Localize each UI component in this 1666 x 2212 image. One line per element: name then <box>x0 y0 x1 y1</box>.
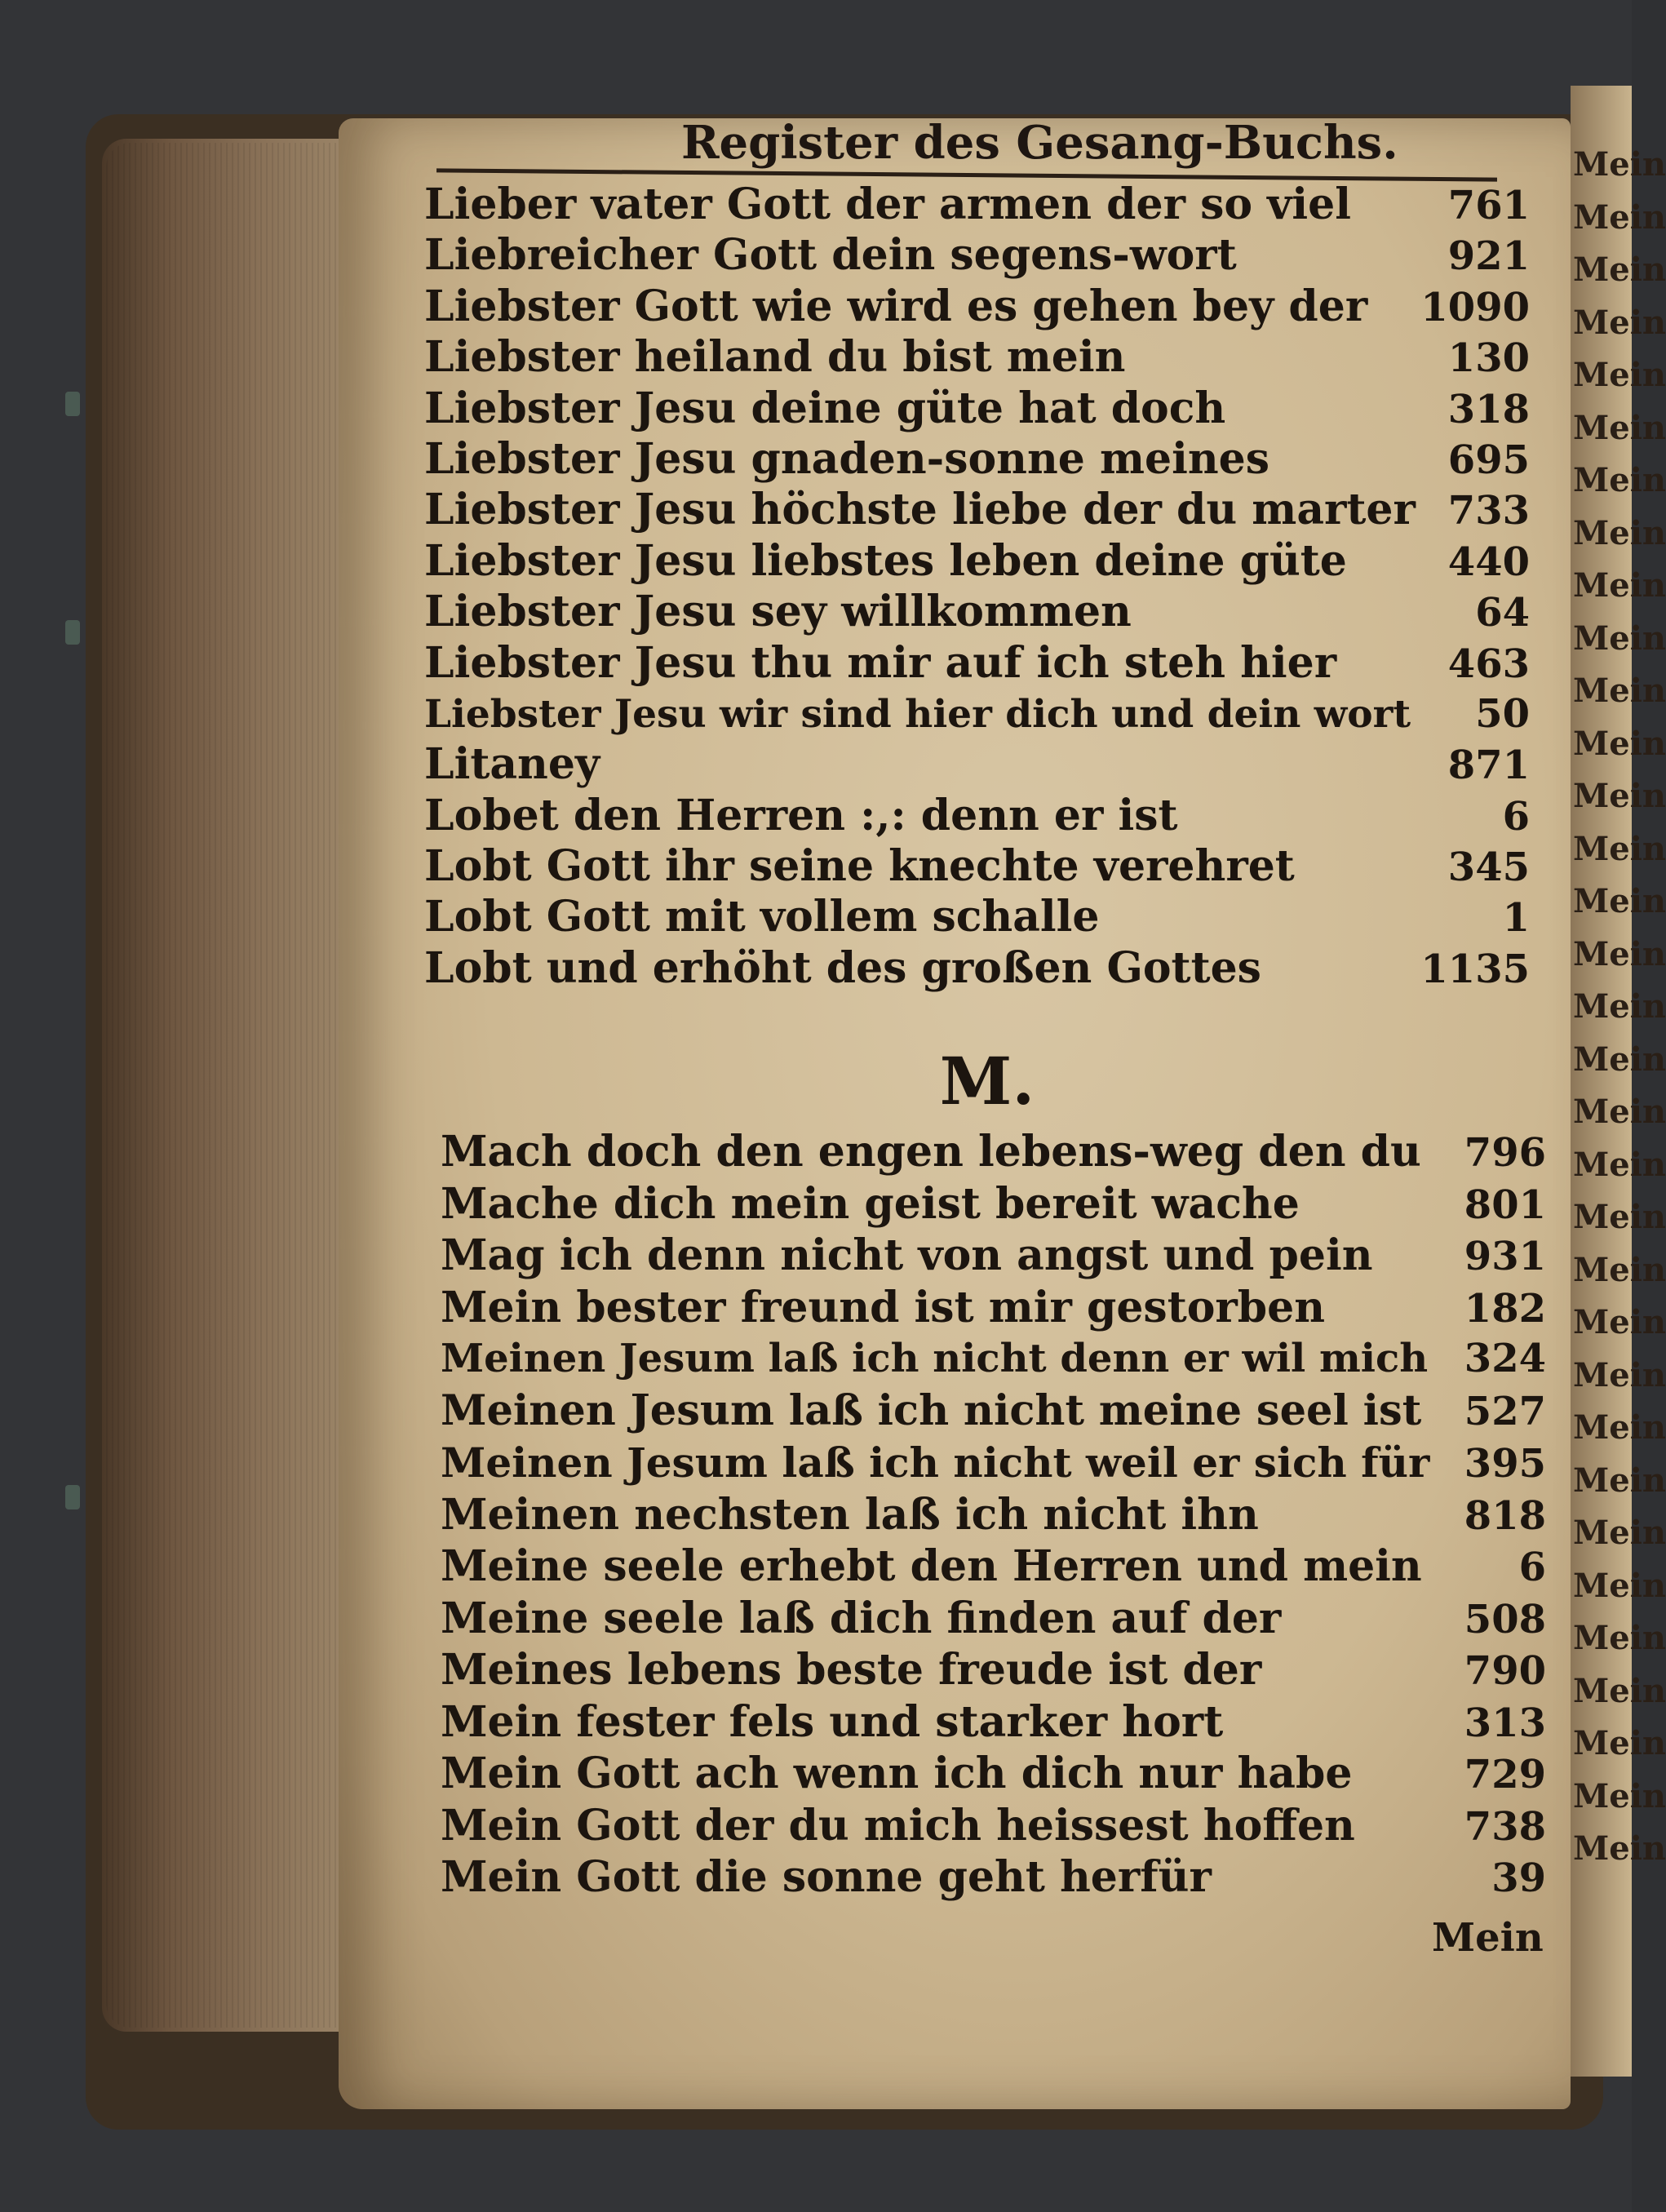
index-entry <box>441 1748 1546 1800</box>
index-entry <box>441 1851 1546 1904</box>
entry-title: Liebster heiland du bist mein <box>424 332 1126 383</box>
facing-page-word: Mein <box>1573 1198 1666 1236</box>
entry-page-number: 64 <box>1475 590 1530 636</box>
entry-title: Mein fester fels und starker hort <box>441 1696 1224 1747</box>
index-entry <box>424 536 1530 587</box>
entry-title: Liebreicher Gott dein segens-wort <box>424 230 1237 281</box>
index-entry <box>424 281 1530 332</box>
facing-page-word: Mein <box>1573 1724 1666 1762</box>
entry-page-number: 463 <box>1447 641 1530 687</box>
entry-page-number: 527 <box>1464 1388 1546 1434</box>
entry-page-number: 1090 <box>1420 284 1530 330</box>
index-entry <box>441 1385 1546 1438</box>
facing-page-word: Mein <box>1573 987 1666 1026</box>
entry-title: Meinen nechsten laß ich nicht ihn <box>441 1489 1259 1540</box>
entry-page-number: 508 <box>1464 1596 1546 1642</box>
index-entry <box>424 180 1530 230</box>
entry-title: Liebster Gott wie wird es gehen bey der <box>424 281 1368 331</box>
index-entry <box>441 1800 1546 1852</box>
binding-tab <box>65 1485 80 1509</box>
facing-page-word: Mein <box>1573 882 1666 920</box>
entry-title: Lobt Gott ihr seine knechte verehret <box>424 841 1295 892</box>
entry-page-number: 345 <box>1447 844 1530 891</box>
page-edge-texture <box>106 143 367 2028</box>
entry-title: Liebster Jesu thu mir auf ich steh hier <box>424 637 1337 688</box>
index-entry <box>441 1696 1546 1749</box>
entry-page-number: 729 <box>1464 1752 1546 1798</box>
entry-page-number: 796 <box>1464 1130 1546 1176</box>
entry-page-number: 1 <box>1502 895 1530 942</box>
entry-page-number: 50 <box>1475 690 1530 737</box>
facing-page-word: Mein <box>1573 1461 1666 1500</box>
facing-page-word: Mein <box>1573 1303 1666 1341</box>
facing-page-words <box>1573 139 1666 1876</box>
entry-title: Meinen Jesum laß ich nicht weil er sich für <box>441 1438 1430 1487</box>
index-entry <box>424 332 1530 383</box>
running-header: Register des Gesang-Buchs. <box>681 116 1398 170</box>
facing-page-word: Mein <box>1573 777 1666 815</box>
entry-title: Liebster Jesu deine güte hat doch <box>424 383 1226 433</box>
index-entry <box>424 689 1530 739</box>
facing-page-word: Mein <box>1573 356 1666 394</box>
facing-page-word: Mein <box>1573 1619 1666 1657</box>
entry-title: Lobt Gott mit vollem schalle <box>424 892 1100 942</box>
facing-page-word: Mein <box>1573 618 1666 658</box>
entry-title: Mein Gott die sonne geht herfür <box>441 1852 1212 1902</box>
binding-tab <box>65 620 80 645</box>
index-entry <box>424 434 1530 485</box>
entry-page-number: 395 <box>1464 1441 1546 1487</box>
index-entry <box>424 841 1530 892</box>
entry-page-number: 733 <box>1447 488 1530 534</box>
entry-title: Meines lebens beste freude ist der <box>441 1645 1262 1695</box>
index-entry <box>441 1489 1546 1541</box>
facing-page-word: Mein <box>1573 303 1666 342</box>
entry-title: Litaney <box>424 739 600 790</box>
binding-tab <box>65 392 80 416</box>
entry-title: Mag ich denn nicht von angst und pein <box>441 1230 1373 1280</box>
entry-page-number: 871 <box>1447 743 1530 789</box>
entry-page-number: 931 <box>1464 1234 1546 1279</box>
facing-page-word: Mein <box>1573 829 1666 868</box>
facing-page-word: Mein <box>1573 934 1666 973</box>
facing-page-word: Mein <box>1573 1514 1666 1552</box>
entry-page-number: 130 <box>1447 335 1530 382</box>
facing-page-word: Mein <box>1573 1671 1666 1710</box>
facing-page-word: Mein <box>1573 1355 1666 1394</box>
section-heading: M. <box>939 1043 1035 1119</box>
facing-page-word: Mein <box>1573 1829 1666 1868</box>
entry-page-number: 6 <box>1518 1545 1546 1590</box>
facing-page-word: Mein <box>1573 1566 1666 1605</box>
entry-page-number: 182 <box>1464 1285 1546 1332</box>
facing-page-word: Mein <box>1573 513 1666 552</box>
index-entry <box>441 1282 1546 1334</box>
index-entry <box>441 1644 1546 1696</box>
index-entry <box>424 383 1530 434</box>
entry-title: Meinen Jesum laß ich nicht meine seel ist <box>441 1385 1422 1435</box>
entry-title: Lobt und erhöht des großen Gottes <box>424 942 1261 993</box>
facing-page-word: Mein <box>1573 724 1666 763</box>
index-entry <box>424 485 1530 535</box>
entry-title: Meine seele laß dich finden auf der <box>441 1593 1282 1643</box>
entry-page-number: 695 <box>1447 437 1530 483</box>
facing-page-word: Mein <box>1573 1408 1666 1447</box>
facing-page-word: Mein <box>1573 197 1666 237</box>
index-section-l <box>424 180 1530 994</box>
index-entry <box>441 1126 1546 1178</box>
index-entry <box>441 1593 1546 1645</box>
entry-title: Liebster Jesu gnaden-sonne meines <box>424 433 1269 484</box>
entry-page-number: 761 <box>1447 183 1530 228</box>
entry-title: Liebster Jesu sey willkommen <box>424 587 1132 637</box>
index-entry <box>441 1437 1546 1489</box>
facing-page-word: Mein <box>1573 408 1666 447</box>
entry-page-number: 39 <box>1491 1855 1546 1901</box>
entry-page-number: 440 <box>1447 539 1530 585</box>
index-entry <box>424 943 1530 994</box>
entry-page-number: 738 <box>1464 1803 1546 1850</box>
entry-title: Liebster Jesu wir sind hier dich und dein wort <box>424 691 1411 737</box>
facing-page-word: Mein <box>1573 1145 1666 1184</box>
index-entry <box>441 1178 1546 1230</box>
facing-page-word: Mein <box>1573 1776 1666 1815</box>
entry-title: Meinen Jesum laß ich nicht denn er wil mich <box>441 1336 1429 1381</box>
entry-title: Mein bester freund ist mir gestorben <box>441 1282 1326 1332</box>
index-entry <box>441 1540 1546 1593</box>
entry-page-number: 313 <box>1464 1700 1546 1746</box>
facing-page-word: Mein <box>1573 1250 1666 1289</box>
facing-page-word: Mein <box>1573 145 1666 184</box>
entry-title: Liebster Jesu höchste liebe der du marter <box>424 485 1416 535</box>
entry-title: Mache dich mein geist bereit wache <box>441 1178 1300 1229</box>
entry-page-number: 324 <box>1464 1336 1546 1381</box>
entry-page-number: 921 <box>1447 233 1530 280</box>
entry-title: Liebster Jesu liebstes leben deine güte <box>424 535 1347 586</box>
entry-title: Meine seele erhebt den Herren und mein <box>441 1541 1422 1591</box>
entry-page-number: 790 <box>1464 1648 1546 1694</box>
entry-page-number: 1135 <box>1420 946 1530 992</box>
index-entry <box>441 1333 1546 1385</box>
index-entry <box>424 739 1530 790</box>
entry-title: Mach doch den engen lebens-weg den du <box>441 1127 1421 1177</box>
entry-title: Lieber vater Gott der armen der so viel <box>424 180 1351 229</box>
entry-title: Mein Gott der du mich heissest hoffen <box>441 1800 1355 1851</box>
entry-page-number: 818 <box>1464 1492 1546 1539</box>
entry-page-number: 318 <box>1447 386 1530 432</box>
index-entry <box>424 638 1530 689</box>
facing-page-word: Mein <box>1573 1093 1666 1131</box>
entry-title: Lobet den Herren :,: denn er ist <box>424 790 1178 840</box>
entry-page-number: 801 <box>1464 1181 1546 1228</box>
catchword: Mein <box>1432 1915 1544 1961</box>
facing-page-word: Mein <box>1573 250 1666 289</box>
index-entry <box>424 892 1530 942</box>
entry-page-number: 6 <box>1502 793 1530 840</box>
index-entry <box>424 230 1530 281</box>
facing-page-word: Mein <box>1573 1040 1666 1079</box>
facing-page-word: Mein <box>1573 566 1666 605</box>
index-entry <box>441 1230 1546 1282</box>
facing-page-word: Mein <box>1573 672 1666 710</box>
entry-title: Mein Gott ach wenn ich dich nur habe <box>441 1749 1353 1798</box>
facing-page-word: Mein <box>1573 461 1666 499</box>
index-entry <box>424 587 1530 637</box>
index-section-m <box>441 1126 1546 1904</box>
index-entry <box>424 791 1530 841</box>
